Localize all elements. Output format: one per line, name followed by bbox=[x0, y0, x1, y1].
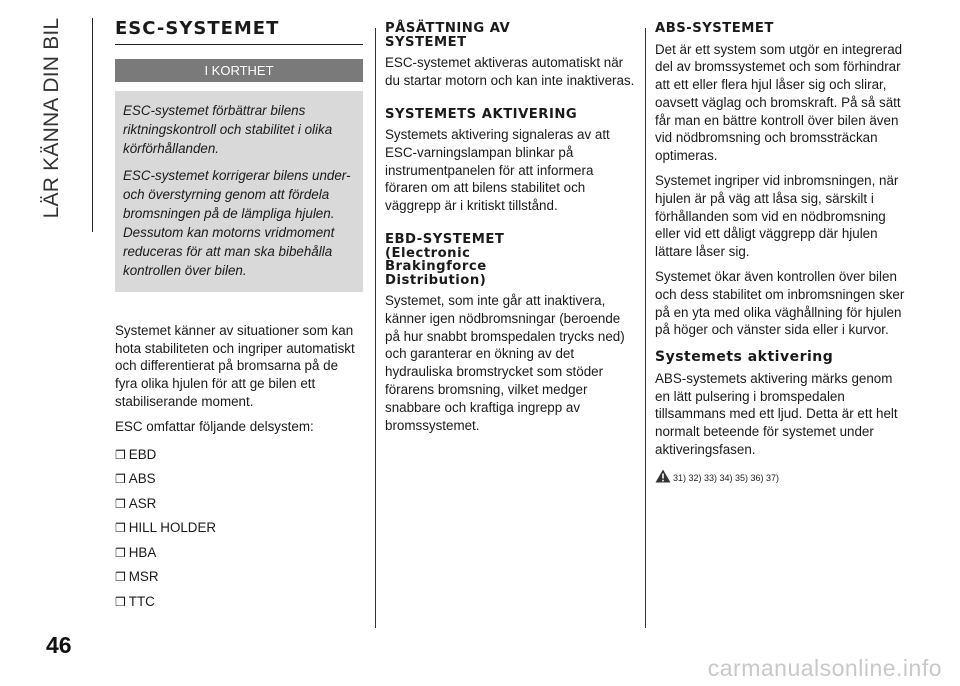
list-item: ❒ ABS bbox=[115, 471, 156, 487]
warning-references bbox=[655, 469, 905, 483]
body-paragraph: Det är ett system som utgör en integrerad del av bromssystemet och som förhindrar att ett eller flera hjul låser sig och slirar, oavsett väglag och bromskraft. På så sätt får man en bättre kontroll över bilen även vid nödbromsning och bromssträckan optimeras. bbox=[655, 41, 903, 164]
body-paragraph: ESC-systemet aktiveras automatiskt när du startar motorn och kan inte inaktiveras. bbox=[385, 55, 635, 88]
checkbox-bullet-icon: ❒ bbox=[115, 545, 126, 560]
watermark: carmanualsonline.info bbox=[707, 655, 942, 681]
side-divider bbox=[92, 18, 93, 232]
column-divider bbox=[375, 28, 376, 628]
main-heading: ESC-SYSTEMET bbox=[115, 20, 363, 45]
column-3 bbox=[655, 22, 905, 483]
checkbox-bullet-icon: ❒ bbox=[115, 447, 126, 462]
checkbox-bullet-icon: ❒ bbox=[115, 594, 126, 609]
section-heading: EBD-SYSTEMET (Electronic Brakingforce Distribution) bbox=[385, 232, 505, 288]
page-number: 46 bbox=[46, 632, 72, 658]
list-item: ❒ TTC bbox=[115, 593, 155, 609]
checkbox-bullet-icon: ❒ bbox=[115, 521, 126, 536]
column-divider bbox=[645, 28, 646, 628]
list-item: ❒ EBD bbox=[115, 446, 157, 462]
body-paragraph: Systemet känner av situationer som kan hota stabiliteten och ingriper automatiskt och differentierat på bromsarna på de fyra olika hjulen för att ge bilen ett stabiliserande moment. bbox=[115, 322, 355, 410]
section-side-title-text: LÄR KÄNNA DIN BIL bbox=[40, 17, 63, 219]
body-paragraph: ESC omfattar följande delsystem: bbox=[115, 418, 314, 434]
in-brief-label: I KORTHET bbox=[115, 59, 363, 82]
list-item: ❒ HILL HOLDER bbox=[115, 520, 217, 536]
column-2 bbox=[385, 22, 635, 441]
body-paragraph: ABS-systemets aktivering märks genom en lätt pulsering i bromspedalen tillsammans med ett ljud. Detta är ett helt normalt beteende för systemet under aktiveringsfasen. bbox=[655, 370, 898, 457]
checkbox-bullet-icon: ❒ bbox=[115, 472, 126, 487]
in-brief-paragraph: ESC-systemet korrigerar bilens under- och överstyrning genom att fördela bromsningen på de lämpliga hjulen. Dessutom kan motorns vridmoment reduceras för att man ska bibehålla kontrollen över bilen. bbox=[123, 167, 351, 278]
list-item: ❒ HBA bbox=[115, 544, 157, 560]
section-heading: PÅSÄTTNING AV SYSTEMET bbox=[385, 21, 511, 50]
warning-triangle-icon bbox=[655, 469, 671, 483]
body-paragraph: Systemet ingriper vid inbromsningen, när hjulen är på väg att låsa sig, särskilt i förhållanden som vid en nödbromsning eller vid ett dåligt väggrepp där hjulen lättare låser sig. bbox=[655, 173, 899, 260]
body-paragraph: Systemets aktivering signaleras av att ESC-varningslampan blinkar på instrumentpanelen för att informera föraren om att bilens stabilitet och väggrepp är i kritiskt tillstånd. bbox=[385, 127, 610, 214]
list-item: ❒ ASR bbox=[115, 495, 157, 511]
column-1 bbox=[115, 20, 363, 614]
section-heading: SYSTEMETS AKTIVERING bbox=[385, 106, 578, 122]
section-heading: Systemets aktivering bbox=[655, 349, 834, 366]
in-brief-box bbox=[115, 91, 363, 292]
body-paragraph: Systemet ökar även kontrollen över bilen och dess stabilitet om inbromsningen sker på en yta med olika väghållning för hjulen på höger och vänster sida eller i kurvor. bbox=[655, 269, 905, 338]
subsystem-list bbox=[115, 443, 363, 615]
list-item: ❒ MSR bbox=[115, 569, 159, 585]
warning-reference-numbers: 31) 32) 33) 34) 35) 36) 37) bbox=[673, 472, 780, 483]
checkbox-bullet-icon: ❒ bbox=[115, 570, 126, 585]
body-paragraph: Systemet, som inte går att inaktivera, känner igen nödbromsningar (beroende på hur snabbt bromspedalen trycks ned) och garanterar en ökning av det hydrauliska bromstrycket som stöder förarens bromsning, vilket medger snabbare och kraftiga ingrepp av bromssystemet. bbox=[385, 293, 625, 433]
section-heading: ABS-SYSTEMET bbox=[655, 21, 774, 36]
checkbox-bullet-icon: ❒ bbox=[115, 496, 126, 511]
in-brief-paragraph: ESC-systemet förbättrar bilens riktningskontroll och stabilitet i olika körförhållanden. bbox=[123, 102, 333, 156]
